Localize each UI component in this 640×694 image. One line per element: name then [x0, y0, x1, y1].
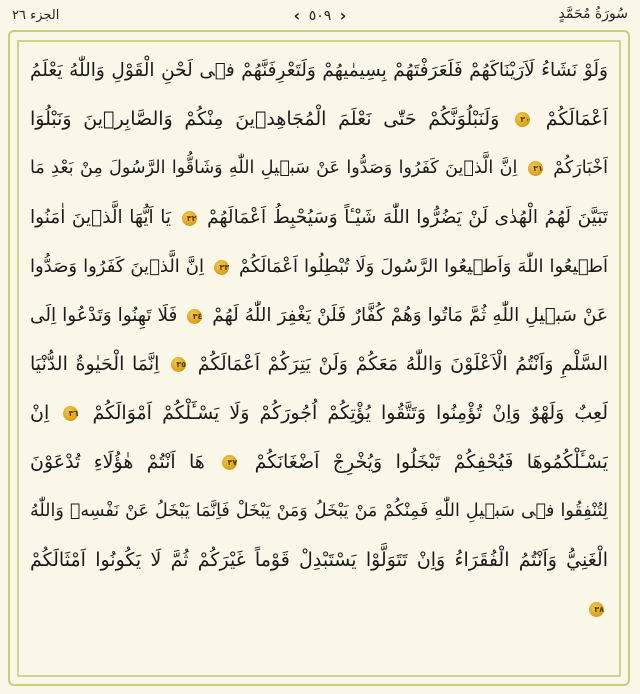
ayah-text: وَلَنَبْلُوَنَّكُمْ حَتّٰى نَعْلَمَ الْمُجَاهِدٖينَ مِنْكُمْ وَالصَّابِرٖينَ وَنَبْلُوَا — [30, 108, 500, 130]
ayah-text: يَسْـَٔلْكُمُوهَا فَيُحْفِكُمْ تَبْخَلُوا وَيُخْرِجْ اَضْغَانَكُمْ — [254, 451, 608, 473]
ayah-number-marker[interactable]: ٣٥ — [171, 357, 186, 372]
ayah-number-marker[interactable]: ٣١ — [528, 161, 543, 176]
top-bar — [0, 0, 640, 34]
ayah-number-marker[interactable]: ٣٦ — [63, 406, 78, 421]
ayah-text: لَعِبٌ وَلَهْوٌ وَاِنْ تُؤْمِنُوا وَتَتَّقُوا يُؤْتِكُمْ اُجُورَكُمْ وَلَا يَسْـَٔلْكُمْ اَمْوَالَكُمْ — [92, 402, 608, 424]
ayah-text: السَّلْمِ وَاَنْتُمُ الْاَعْلَوْنَ وَاللّٰهُ مَعَكُمْ وَلَنْ يَتِرَكُمْ اَعْمَالَكُمْ — [197, 353, 608, 375]
text-line — [30, 389, 608, 438]
ayah-number-marker[interactable]: ٣٨ — [589, 602, 604, 617]
ayah-number-marker[interactable]: ٣٤ — [187, 309, 202, 324]
surah-name: سُورَةُ مُحَمَّدٍ — [558, 6, 628, 22]
text-line — [30, 438, 608, 487]
ayah-text: اِنَّمَا الْحَيٰوةُ الدُّنْيَا — [30, 353, 160, 375]
ayah-text: عَنْ سَبٖيلِ اللّٰهِ ثُمَّ مَاتُوا وَهُمْ كُفَّارٌ فَلَنْ يَغْفِرَ اللّٰهُ لَهُمْ — [212, 305, 608, 326]
text-line — [30, 144, 608, 193]
ayah-text: وَلَوْ نَشَاءُ لَاَرَيْنَاكَهُمْ فَلَعَرَفْتَهُمْ بِسِيمٰيهُمْ وَلَتَعْرِفَنَّهُمْ فٖى لَحْنِ الْقَوْلِ وَاللّٰهُ يَعْلَمُ — [30, 60, 608, 81]
text-line — [30, 487, 608, 536]
ayah-text: اِنْ — [30, 402, 50, 424]
ayah-number-marker[interactable]: ٣٧ — [222, 455, 237, 470]
ayah-text: اِنَّ الَّذٖينَ كَفَرُوا وَصَدُّوا — [30, 256, 204, 277]
text-line — [30, 193, 608, 242]
ayah-text: اَطٖيعُوا اللّٰهَ وَاَطٖيعُوا الرَّسُولَ وَلَا تُبْطِلُوا اَعْمَالَكُمْ — [238, 256, 608, 277]
quran-text-body — [30, 46, 608, 634]
ayah-number-marker[interactable]: ٣٣ — [214, 260, 229, 275]
ayah-text: الْغَنِيُّ وَاَنْتُمُ الْفُقَرَاءُ وَاِنْ تَتَوَلَّوْا يَسْتَبْدِلْ قَوْماً غَيْرَكُمْ ثُمَّ لَا يَكُونُوا اَمْثَالَكُمْ — [30, 549, 608, 571]
next-page-button[interactable]: › — [339, 6, 347, 25]
ayah-text: اَعْمَالَكُمْ — [545, 108, 608, 130]
page-number: ٥٠٩ — [308, 7, 332, 24]
ayah-text: تَبَيَّنَ لَهُمُ الْهُدٰى لَنْ يَضُرُّوا اللّٰهَ شَيْـٔاً وَسَيُحْبِطُ اَعْمَالَهُمْ — [207, 207, 608, 228]
ayah-text: اِنَّ الَّذٖينَ كَفَرُوا وَصَدُّوا عَنْ سَبٖيلِ اللّٰهِ وَشَاقُّوا الرَّسُولَ مِنْ بَعْدِ مَا — [30, 158, 518, 178]
page-navigator — [0, 6, 640, 25]
ayah-text: فَلَا تَهِنُوا وَتَدْعُوا اِلَى — [30, 305, 178, 326]
ayah-number-marker[interactable]: ٣٠ — [515, 112, 530, 127]
ayah-text: اَخْبَارَكُمْ — [553, 158, 608, 178]
text-line — [30, 585, 608, 634]
ayah-number-marker[interactable]: ٣٢ — [182, 211, 197, 226]
text-line — [30, 291, 608, 340]
prev-page-button[interactable]: ‹ — [293, 6, 301, 25]
text-line — [30, 536, 608, 585]
text-line — [30, 340, 608, 389]
ayah-text: يَا اَيُّهَا الَّذٖينَ اٰمَنُوا — [30, 207, 171, 228]
ayah-text: لِتُنْفِقُوا فٖى سَبٖيلِ اللّٰهِ فَمِنْكُمْ مَنْ يَبْخَلُ وَمَنْ يَبْخَلْ فَاِنَّمَا يَبْخَلُ عَنْ نَفْسِهٖ وَاللّٰهُ — [30, 501, 608, 521]
ayah-text: هَا اَنْتُمْ هٰؤُلَاءِ تُدْعَوْنَ — [30, 451, 205, 473]
text-line — [30, 242, 608, 291]
text-line — [30, 46, 608, 95]
juz-label: الجزء ٢٦ — [12, 8, 60, 23]
text-line — [30, 95, 608, 144]
